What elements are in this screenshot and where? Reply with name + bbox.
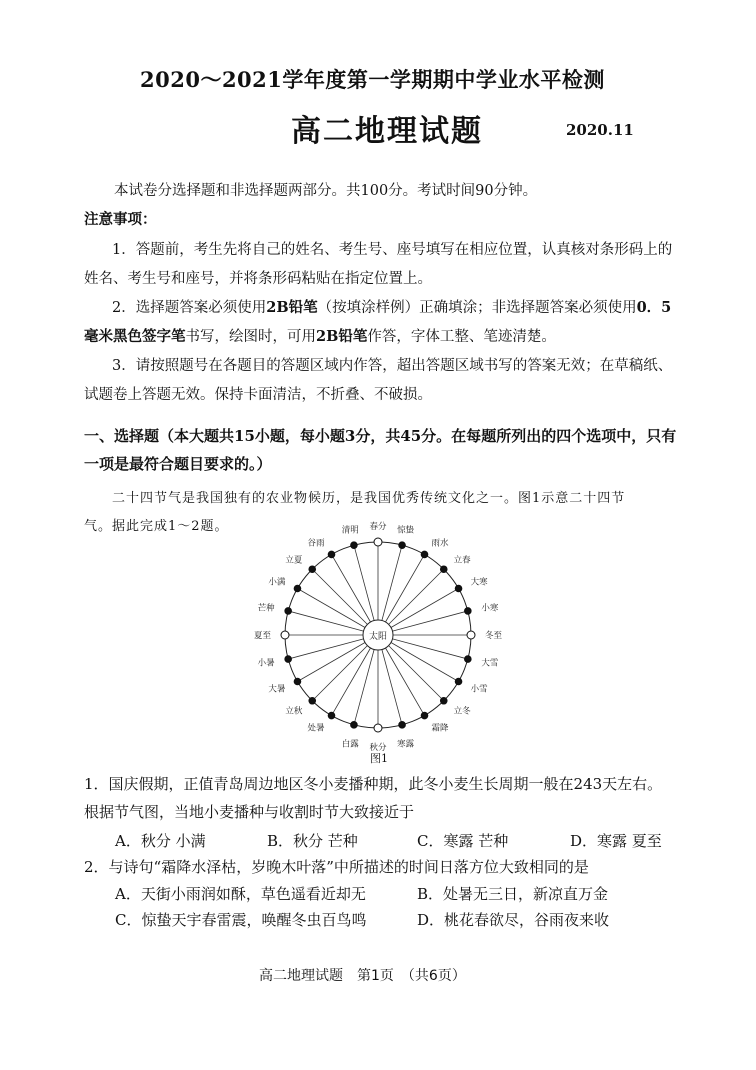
question-1-option-c[interactable]: C．寒露 芒种: [417, 832, 509, 850]
spoke-line: [392, 639, 467, 659]
term-label: 大雪: [481, 658, 499, 669]
question-1-stem-line1: 1．国庆假期，正值青岛周边地区冬小麦播种期，此冬小麦生长周期一般在243天左右。: [84, 775, 663, 793]
spoke-line: [288, 639, 363, 659]
term-point: [421, 551, 428, 558]
question-1-option-a[interactable]: A．秋分 小满: [115, 832, 206, 850]
term-label: 芒种: [257, 603, 275, 614]
term-point: [440, 566, 447, 573]
term-point: [374, 538, 382, 546]
term-point: [285, 656, 292, 663]
exam-subject-title: 高二地理试题: [291, 114, 483, 149]
sun-label: 太阳: [368, 632, 388, 642]
term-label: 春分: [369, 522, 387, 532]
term-point: [294, 585, 301, 592]
term-point: [455, 585, 462, 592]
note-item-3-line1: 3．请按照题号在各题目的答题区域内作答，超出答题区域书写的答案无效；在草稿纸、: [112, 358, 673, 374]
term-label: 小雪: [470, 684, 488, 695]
term-label: 雨水: [431, 538, 449, 549]
term-point: [455, 678, 462, 685]
term-point: [440, 697, 447, 704]
note-item-1-line1: 1．答题前，考生先将自己的姓名、考生号、座号填写在相应位置，认真核对条形码上的: [112, 242, 673, 258]
spoke-line: [389, 569, 444, 624]
section-heading-line1: 一、选择题（本大题共15小题，每小题3分，共45分。在每题所列出的四个选项中，只有: [84, 427, 677, 445]
term-point: [351, 542, 358, 549]
term-label: 立夏: [285, 555, 303, 566]
material-line1: 二十四节气是我国独有的农业物候历，是我国优秀传统文化之一。图1示意二十四节: [112, 491, 626, 506]
spoke-line: [288, 611, 363, 631]
figure-caption: 图1: [370, 752, 388, 765]
page-footer: 高二地理试题 第1页 （共6页）: [259, 968, 466, 984]
note-item-2-line2: 毫米黑色签字笔书写，绘图时，可用2B铅笔作答，字体工整、笔迹清楚。: [84, 328, 556, 345]
term-point: [294, 678, 301, 685]
term-label: 处暑: [307, 723, 325, 734]
term-label: 秋分: [369, 743, 387, 753]
term-point: [399, 722, 406, 729]
term-point: [421, 712, 428, 719]
question-2-option-d[interactable]: D．桃花春欲尽，谷雨夜来收: [417, 911, 610, 929]
spoke-line: [312, 569, 367, 624]
term-label: 清明: [341, 525, 359, 536]
material-line2: 气。据此完成1～2题。: [84, 519, 229, 534]
term-point: [309, 697, 316, 704]
spoke-line: [392, 611, 467, 631]
spoke-line: [312, 646, 367, 701]
term-label: 小暑: [257, 658, 275, 669]
term-label: 大暑: [268, 684, 286, 695]
exam-date: 2020.11: [566, 121, 634, 139]
term-label: 谷雨: [307, 538, 325, 549]
term-label: 小寒: [481, 603, 499, 614]
exam-title-line1: 2020～2021学年度第一学期期中学业水平检测: [140, 67, 605, 92]
spoke-line: [354, 649, 374, 724]
term-point: [465, 656, 472, 663]
term-label: 寒露: [397, 739, 415, 750]
term-point: [281, 631, 289, 639]
question-2-option-b[interactable]: B．处暑无三日，新凉直万金: [417, 885, 609, 903]
term-label: 惊蛰: [397, 525, 415, 536]
spoke-line: [382, 649, 402, 724]
term-point: [285, 608, 292, 615]
question-1-stem-line2: 根据节气图，当地小麦播种与收割时节大致接近于: [84, 803, 415, 821]
question-2-option-a[interactable]: A．天街小雨润如酥，草色遥看近却无: [115, 885, 366, 903]
term-point: [328, 551, 335, 558]
spoke-line: [354, 545, 374, 620]
term-label: 霜降: [431, 723, 449, 734]
term-label: 立秋: [285, 706, 303, 717]
note-item-1-line2: 姓名、考生号和座号，并将条形码粘贴在指定位置上。: [84, 271, 432, 287]
term-label: 小满: [268, 577, 286, 588]
question-2-stem: 2．与诗句“霜降水泽枯，岁晚木叶落”中所描述的时间日落方位大致相同的是: [84, 858, 589, 876]
term-label: 冬至: [485, 631, 503, 641]
notes-heading: 注意事项：: [84, 211, 157, 228]
term-point: [399, 542, 406, 549]
term-label: 立春: [453, 555, 471, 566]
term-label: 白露: [341, 739, 359, 750]
solar-terms-diagram: [250, 522, 506, 753]
term-point: [328, 712, 335, 719]
note-item-3-line2: 试题卷上答题无效。保持卡面清洁，不折叠、不破损。: [84, 387, 432, 403]
term-label: 夏至: [253, 631, 271, 641]
term-point: [467, 631, 475, 639]
intro-text: 本试卷分选择题和非选择题两部分。共100分。考试时间90分钟。: [114, 183, 538, 199]
term-point: [374, 724, 382, 732]
question-1-option-b[interactable]: B．秋分 芒种: [267, 832, 358, 850]
note-item-2-line1: 2．选择题答案必须使用2B铅笔（按填涂样例）正确填涂；非选择题答案必须使用0．5: [112, 299, 672, 316]
term-point: [465, 608, 472, 615]
spoke-line: [382, 545, 402, 620]
term-point: [351, 722, 358, 729]
spoke-line: [389, 646, 444, 701]
question-2-option-c[interactable]: C．惊蛰天宇春雷震，唤醒冬虫百鸟鸣: [115, 911, 367, 929]
term-point: [309, 566, 316, 573]
section-heading-line2: 一项是最符合题目要求的。）: [84, 455, 272, 473]
term-label: 大寒: [470, 577, 488, 588]
term-label: 立冬: [453, 706, 471, 717]
question-1-option-d[interactable]: D．寒露 夏至: [570, 832, 662, 850]
